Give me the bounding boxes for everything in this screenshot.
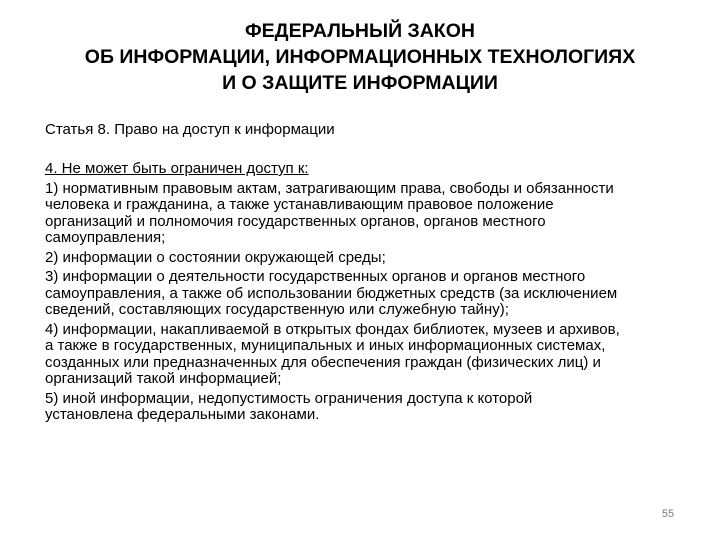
title-line: ФЕДЕРАЛЬНЫЙ ЗАКОН	[245, 20, 475, 42]
list-item-line: самоуправления;	[45, 229, 166, 246]
section-lead: 4. Не может быть ограничен доступ к:	[45, 160, 309, 177]
list-item-line: 2) информации о состоянии окружающей среды;	[45, 248, 386, 266]
list-item	[45, 391, 675, 424]
list-item-line: а также в государственных, муниципальных и иных информационных системах,	[45, 337, 606, 354]
list-item-line: созданных или предназначенных для обеспечения граждан (физических лиц) и	[45, 353, 601, 371]
list-item-line: 3) информации о деятельности государственных органов и органов местного	[45, 268, 586, 285]
list-item-line: сведений, составляющих государственную или служебную тайну);	[45, 301, 509, 318]
article-heading: Статья 8. Право на доступ к информации	[45, 121, 335, 138]
page-number: 55	[661, 508, 675, 520]
list-item	[45, 269, 675, 319]
title-line: И О ЗАЩИТЕ ИНФОРМАЦИИ	[222, 72, 498, 94]
list-item-line: 1) нормативным правовым актам, затрагивающим права, свободы и обязанности	[45, 179, 614, 197]
list-item-line: человека и гражданина, а также устанавливающим правовое положение	[45, 196, 554, 213]
slide-title	[0, 18, 720, 96]
list-item-line: организаций такой информацией;	[45, 370, 282, 387]
list-item-line: установлена федеральными законами.	[45, 406, 320, 423]
title-line: ОБ ИНФОРМАЦИИ, ИНФОРМАЦИОННЫХ ТЕХНОЛОГИЯХ	[84, 46, 636, 68]
list-item	[45, 322, 675, 388]
list-item-line: самоуправления, а также об использовании бюджетных средств (за исключением	[45, 284, 618, 302]
list-item-line: 4) информации, накапливаемой в открытых фондах библиотек, музеев и архивов,	[45, 320, 620, 338]
list-item	[45, 181, 675, 247]
list-item	[45, 250, 675, 267]
section-body	[45, 161, 675, 424]
list-item-line: организаций и полномочия государственных органов, органов местного	[45, 212, 546, 230]
list-item-line: 5) иной информации, недопустимость ограничения доступа к которой	[45, 389, 533, 407]
